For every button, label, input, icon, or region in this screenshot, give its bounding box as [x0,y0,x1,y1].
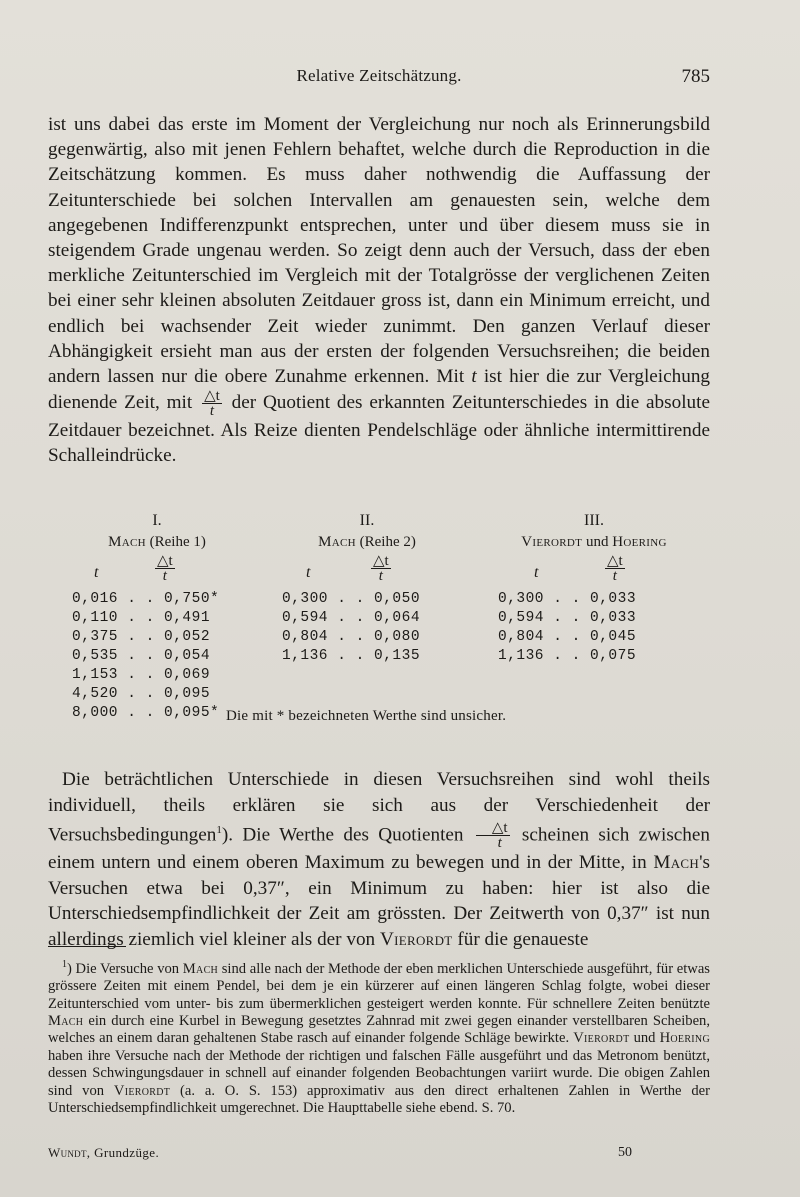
table-roman: I. [152,512,162,529]
para2-text-c: scheinen sich zwischen einem untern und einem oberen Maximum zu bewegen und in der Mitte, in [48,824,711,874]
footnote: $^1$) Die Versuche von Mach sind alle nach der Methode der eben merklichen Unterschiede ausgeführt, für etwas grössere Zeiten mit einem Pendel, bei dem je ein kürzerer auf einen längeren Schlag folgte, wobei dieser Zeitunterschied vom unter- bis zum übermerklichen gesteigert werden konnte. Für schnellere Zeiten benützte Mach ein durch eine Kurbel in Bewegung gesetztes Zahnrad mit zwei gegen einander verstellbaren Scheiben, welches an einem daran gehaltenen Stabe rasch auf einander folgende Schläge bewirkte. Vierordt und Hoering haben ihre Versuche nach der Methode der richtigen und falschen Fälle ausgeführt und das Metronom benützt, dessen Schwingungsdauer in schnell auf einander folgenden Beobachtungen variirt wurde. Die obigen Zahlen sind von Vierordt (a. a. O. S. 153) approximativ aus den direct erhaltenen Zahlen in Werthe der Unterschiedsempfindlichkeit umgerechnet. Die Haupttabelle siehe ebend. S. 70. [48,959,711,1117]
para2-text-b: ). Die Werthe des Quotienten [221,824,464,846]
second-paragraph [48,748,710,971]
name-mach: Mach [48,1013,84,1030]
para1-text-b: ist hier die zur Vergleichung dienende Zeit, mit [48,366,711,414]
para2-text-d: 's Versuchen etwa bei 0,37″, ein Minimum zu haben: hier ist also die Unterschiedsempfindlichkeit der Zeit am grössten. Der Zeitwerth von 0,37″ ist nun allerdings ziemlich viel kleiner als der von [48,852,710,950]
para1-text-a: ist uns dabei das erste im Moment der Vergleichung nur noch als Erinnerungsbild gegenwärtig, also mit jenen Fehlern behaftet, welche durch die Reproduction in die Zeitschätzung kommen. Es muss daher nothwendig die Auffassung der Zeitunterschiede bei solchen Intervallen am genauesten sein, welche dem angegebenen Indifferenzpunkt entsprechen, unter und über diesem muss sie in steigendem Grade ungenau werden. So zeigt denn auch der Versuch, dass der eben merkliche Zeitunterschied im Vergleich mit der Totalgrösse der verglichenen Zeiten bei einer sehr kleinen absoluten Zeitdauer gross ist, dann ein Minimum erreicht, und endlich bei wachsender Zeit wieder zunimmt. Den ganzen Verlauf dieser Abhängigkeit ersieht man aus der ersten der folgenden Versuchsreihen; die beiden andern lassen nur die obere Zunahme erkennen. Mit [48,114,710,388]
table-row: 0,594 . . 0,033 [498,610,637,626]
table-heads: t $\frac{\triangle t}{t}$ [306,553,389,584]
para2-text-a: Die beträchtlichen Unterschiede in diesen Versuchsreihen sind wohl theils individuell, theils erklären sie sich aus der Verschiedenheit der Versuchsbedingungen [48,769,710,846]
name-hoering: Hoering [659,1030,710,1047]
table-row: 0,535 . . 0,054 [72,648,211,664]
table-row: 0,016 . . 0,750* [72,591,220,607]
table-row: 1,153 . . 0,069 [72,667,211,683]
name-mach: Mach [182,960,219,977]
table-author: Mach (Reihe 2) [318,534,416,550]
footnote-divider [48,946,126,947]
table-row: 0,804 . . 0,045 [498,629,637,645]
table-heads: t $\frac{\triangle t}{t}$ [94,553,173,584]
footnote-ref[interactable]: 1 [216,824,222,836]
main-paragraph [48,112,710,469]
table-row: 0,594 . . 0,064 [282,610,421,626]
table-row: 0,300 . . 0,050 [282,591,421,607]
table-note: Die mit * bezeichneten Werthe sind unsicher. [226,708,507,724]
name-vierordt: Vierordt [573,1030,630,1047]
name-vierordt: Vierordt [113,1082,171,1099]
signature-mark: 50 [618,1145,632,1160]
footer-source: Wundt, Grundzüge. [48,1145,160,1160]
table-heads: t $\frac{\triangle t}{t}$ [534,553,623,584]
footnote-mark: 1 [62,959,67,970]
table-2 [282,512,452,666]
table-row: 0,300 . . 0,033 [498,591,637,607]
table-row: 0,110 . . 0,491 [72,610,211,626]
table-author: Mach (Reihe 1) [108,534,206,550]
name-mach: Mach [653,852,700,874]
table-3 [478,512,710,666]
fraction-delta-t-over-t: $\frac{\triangle t}{t}$ [204,388,220,420]
table-rows [478,590,710,666]
table-roman: III. [584,512,604,529]
table-author: Vierordt und Hoering [521,534,667,550]
name-vierordt: Vierordt [379,928,453,950]
symbol-t: t [471,366,477,388]
table-row: 0,804 . . 0,080 [282,629,421,645]
table-rows [282,590,452,666]
running-title: Relative Zeitschätzung. [296,66,462,85]
table-row: 1,136 . . 0,135 [282,648,421,664]
table-roman: II. [359,512,375,529]
table-row: 0,375 . . 0,052 [72,629,211,645]
table-row: 4,520 . . 0,095 [72,686,211,702]
data-tables [48,512,710,744]
para2-text-e: für die genaueste [452,928,589,950]
table-rows [72,590,242,723]
table-row: 1,136 . . 0,075 [498,648,637,664]
table-1 [72,512,242,723]
table-row: 8,000 . . 0,095* [72,705,220,721]
para1-text-c: der Quotient des erkannten Zeitunterschiedes in die absolute Zeitdauer bezeichnet. Als Reize dienten Pendelschläge oder ähnliche intermittirende Schalleindrücke. [48,392,710,467]
page-header [48,66,710,92]
fraction-delta-t-over-t: $\frac{\triangle t}{t}$ [476,821,510,850]
page-number: 785 [681,66,710,87]
